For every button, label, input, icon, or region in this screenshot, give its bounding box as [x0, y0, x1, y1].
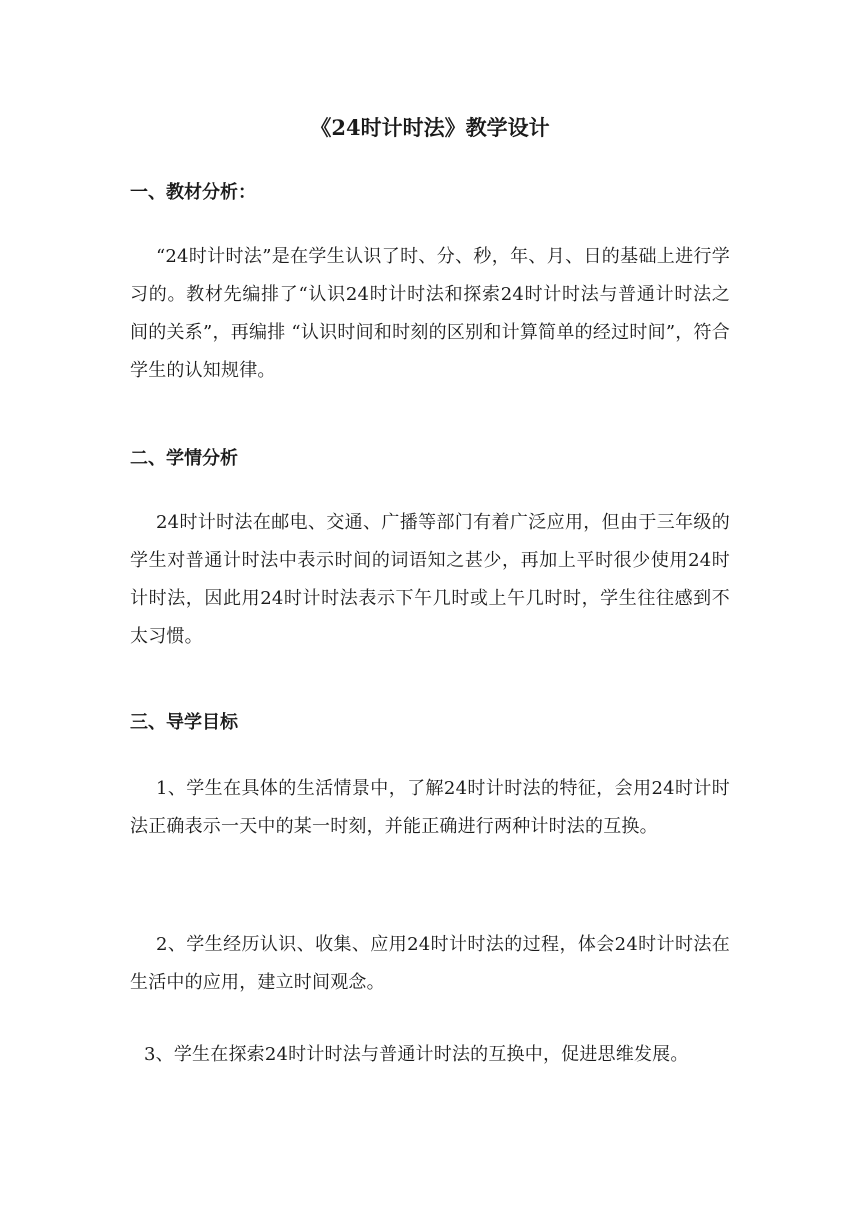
paragraph-goal-2: 2、学生经历认识、收集、应用24时计时法的过程，体会24时计时法在生活中的应用，建立时间观念。 [130, 934, 730, 993]
section-heading-textbook-analysis: 一、教材分析： [130, 182, 256, 203]
paragraph-goal-3: 3、学生在探索24时计时法与普通计时法的互换中，促进思维发展。 [144, 1044, 689, 1065]
document-title: 《24时计时法》教学设计 [310, 115, 550, 140]
paragraph-goal-1: 1、学生在具体的生活情景中，了解24时计时法的特征，会用24时计时法正确表示一天中的某一时刻，并能正确进行两种计时法的互换。 [130, 778, 730, 837]
paragraph-textbook-analysis: “24时计时法”是在学生认识了时、分、秒，年、月、日的基础上进行学习的。教材先编排了“认识24时计时法和探索24时计时法与普通计时法之间的关系”，再编排 “认识时间和时刻的区别和计算简单的经过时间”，符合学生的认知规律。 [130, 246, 730, 381]
section-heading-learner-analysis: 二、学情分析 [130, 448, 238, 469]
section-heading-learning-goals: 三、导学目标 [130, 712, 238, 733]
paragraph-learner-analysis: 24时计时法在邮电、交通、广播等部门有着广泛应用，但由于三年级的学生对普通计时法中表示时间的词语知之甚少，再加上平时很少使用24时计时法，因此用24时计时法表示下午几时或上午几时时，学生往往感到不太习惯。 [130, 512, 730, 647]
